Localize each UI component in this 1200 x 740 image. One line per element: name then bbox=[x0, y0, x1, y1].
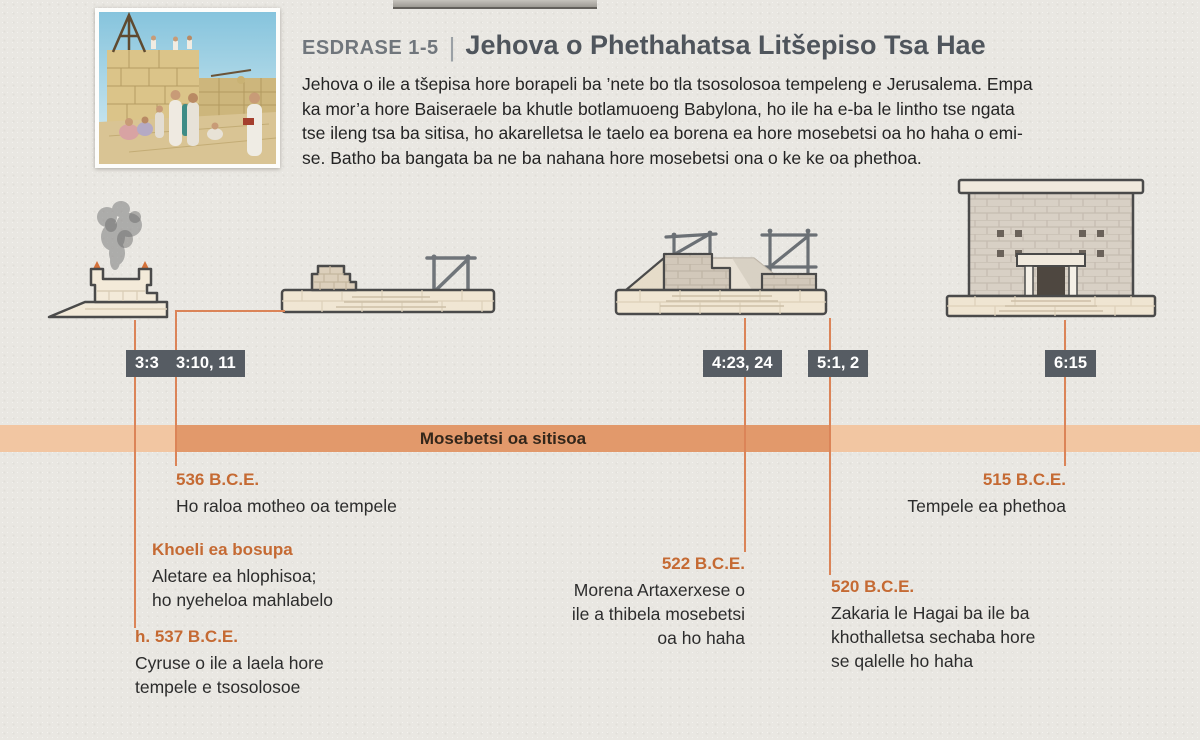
title-separator: | bbox=[448, 32, 456, 62]
scripture-box-5-1-2: 5:1, 2 bbox=[808, 350, 868, 377]
timeline-line-536 bbox=[175, 310, 177, 466]
temple-under-construction-illustration bbox=[612, 222, 830, 320]
event-text: Ho raloa motheo oa tempele bbox=[176, 496, 397, 516]
temple-construction-painting bbox=[95, 8, 280, 168]
intro-line: Jehova o ile a tšepisa hore borapeli ba ’nete bo tla tsosolosoa tempeleng e Jerusalema. Empa bbox=[302, 74, 1033, 94]
event-520 bbox=[831, 577, 1035, 673]
event-date: Khoeli ea bosupa bbox=[152, 540, 293, 559]
temple-foundation-illustration bbox=[278, 248, 498, 316]
event-text: Aletare ea hlophisoa; bbox=[152, 566, 317, 586]
book-reference: ESDRASE 1-5 bbox=[302, 37, 439, 59]
event-text: tempele e tsosolosoe bbox=[135, 677, 301, 697]
header-title-row bbox=[302, 30, 986, 63]
event-date: h. 537 B.C.E. bbox=[135, 627, 238, 646]
timeline-connector-foundation bbox=[175, 310, 285, 312]
event-515 bbox=[907, 470, 1066, 518]
event-date: 522 B.C.E. bbox=[661, 554, 745, 573]
event-text: khothalletsa sechaba hore bbox=[831, 627, 1036, 647]
intro-line: tse ileng tsa ba sitisa, ho akarelletsa le taelo ea borena ea hore mosebetsi oa ho haha o emi- bbox=[302, 123, 1023, 143]
page-title: Jehova o Phethahatsa Litšepiso Tsa Hae bbox=[465, 30, 986, 60]
smoking-altar-illustration bbox=[45, 197, 175, 319]
top-edge-artifact bbox=[393, 0, 597, 9]
completed-temple-illustration bbox=[945, 178, 1157, 320]
event-text: ho nyeheloa mahlabelo bbox=[152, 590, 333, 610]
event-text: Zakaria le Hagai ba ile ba bbox=[831, 603, 1030, 623]
interruption-band bbox=[176, 425, 830, 452]
event-text: oa ho haha bbox=[657, 628, 745, 648]
intro-line: ka mor’a hore Baiseraele ba khutle botlamuoeng Babylona, ho ile ha e-ba le lintho tse ngata bbox=[302, 98, 1015, 119]
event-seventh-month bbox=[152, 540, 333, 612]
event-date: 536 B.C.E. bbox=[176, 470, 260, 489]
intro-paragraph bbox=[302, 72, 1117, 170]
scripture-box-3-10-11: 3:10, 11 bbox=[167, 350, 245, 377]
event-date: 520 B.C.E. bbox=[831, 577, 915, 596]
scripture-box-4-23-24: 4:23, 24 bbox=[703, 350, 782, 377]
event-537 bbox=[135, 627, 324, 699]
event-text: Tempele ea phethoa bbox=[907, 496, 1066, 516]
timeline-line-515 bbox=[1064, 320, 1066, 466]
scripture-box-3-3: 3:3 bbox=[126, 350, 168, 377]
event-522 bbox=[572, 554, 745, 650]
intro-line: se. Batho ba bangata ba ne ba nahana hore mosebetsi ona o ke ke oa phethoa. bbox=[302, 147, 922, 168]
event-text: ile a thibela mosebetsi bbox=[571, 604, 745, 624]
scripture-box-6-15: 6:15 bbox=[1045, 350, 1096, 377]
event-text: Cyruse o ile a laela hore bbox=[135, 653, 324, 673]
painting-illustration bbox=[99, 12, 276, 164]
event-text: Morena Artaxerxese o bbox=[573, 580, 745, 600]
event-text: se qalelle ho haha bbox=[831, 651, 974, 671]
interruption-band-label: Mosebetsi oa sitisoa bbox=[419, 429, 587, 448]
event-536 bbox=[176, 470, 397, 518]
event-date: 515 B.C.E. bbox=[982, 470, 1066, 489]
